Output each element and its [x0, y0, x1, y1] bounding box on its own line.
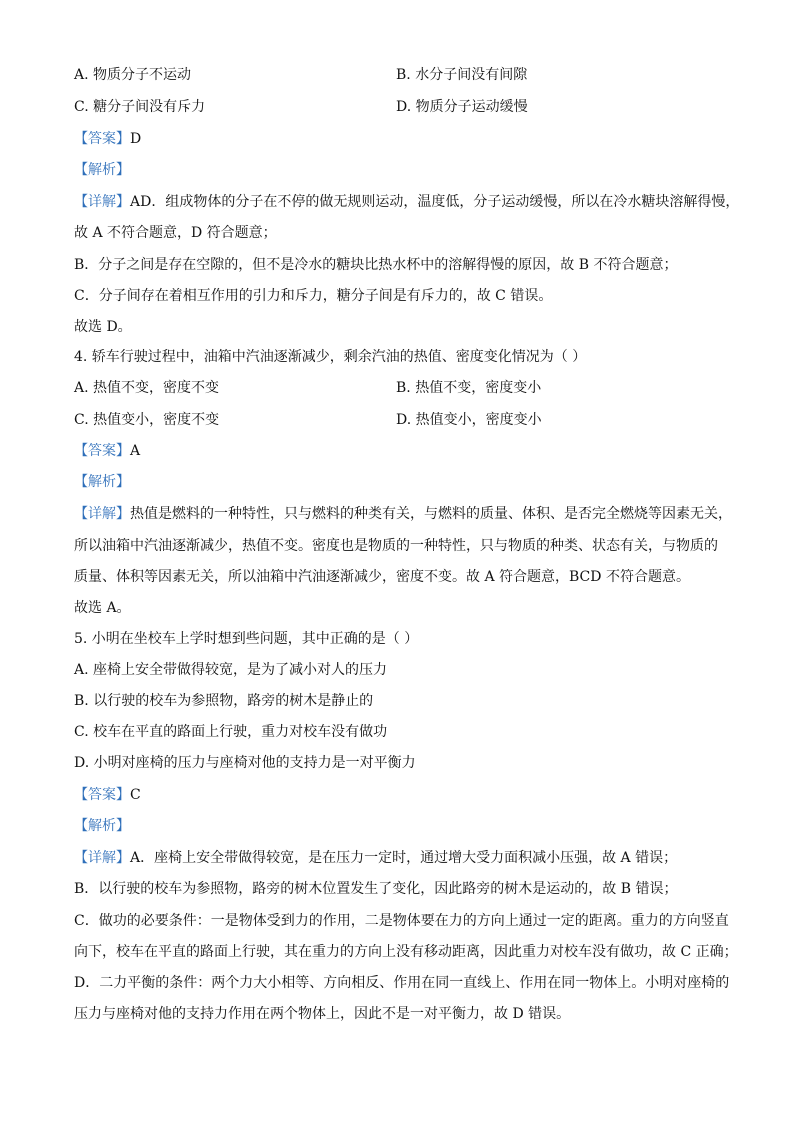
q4-analysis-tag: 【解析】 [74, 474, 130, 490]
q3-detail-line: 故 A 不符合题意，D 符合题意； [74, 225, 277, 241]
q3-option-b: B. 水分子间没有间隙 [396, 67, 528, 83]
detail-tag: 【详解】 [74, 194, 130, 210]
answer-tag: 【答案】 [74, 443, 130, 459]
q3-detail-line: B．分子之间是存在空隙的，但不是冷水的糖块比热水杯中的溶解得慢的原因，故 B 不符合题意； [74, 257, 678, 273]
q4-option-c: C. 热值变小，密度不变 [74, 412, 220, 428]
detail-tag: 【详解】 [74, 506, 130, 522]
answer-tag: 【答案】 [74, 787, 130, 803]
q5-option-c: C. 校车在平直的路面上行驶，重力对校车没有做功 [74, 724, 388, 740]
q5-option-b: B. 以行驶的校车为参照物，路旁的树木是静止的 [74, 693, 374, 709]
answer-value: A [130, 443, 141, 459]
q3-detail-line: 故选 D。 [74, 319, 132, 335]
q3-option-a: A. 物质分子不运动 [74, 67, 192, 83]
q5-detail-line: B．以行驶的校车为参照物，路旁的树木位置发生了变化，因此路旁的树木是运动的，故 B 错误； [74, 881, 678, 897]
q5-option-a: A. 座椅上安全带做得较宽，是为了减小对人的压力 [74, 662, 388, 678]
q5-detail-line: C．做功的必要条件：一是物体受到力的作用，二是物体要在力的方向上通过一定的距离。重力的方向竖直 [74, 913, 729, 929]
q4-option-b: B. 热值不变，密度变小 [396, 380, 542, 396]
q4-answer [74, 441, 140, 461]
q4-detail-line: 所以油箱中汽油逐渐减少，热值不变。密度也是物质的一种特性，只与物质的种类、状态有关，与物质的 [74, 538, 718, 554]
answer-value: C [130, 787, 141, 803]
q5-detail-line: 向下，校车在平直的路面上行驶，其在重力的方向上没有移动距离，因此重力对校车没有做功，故 C 正确； [74, 944, 738, 960]
q3-option-d: D. 物质分子运动缓慢 [396, 99, 528, 115]
q3-answer [74, 129, 141, 149]
q4-option-a: A. 热值不变，密度不变 [74, 380, 220, 396]
q4-detail-line: 质量、体积等因素无关，所以油箱中汽油逐渐减少，密度不变。故 A 符合题意，BCD 不符合题意。 [74, 569, 690, 585]
detail-text: A．座椅上安全带做得较宽，是在压力一定时，通过增大受力面积减小压强，故 A 错误； [130, 850, 678, 866]
detail-text: 热值是燃料的一种特性，只与燃料的种类有关，与燃料的质量、体积、是否完全燃烧等因素无关， [130, 506, 732, 522]
detail-tag: 【详解】 [74, 850, 130, 866]
q4-option-d: D. 热值变小，密度变小 [396, 412, 542, 428]
q4-detail-line [74, 504, 732, 524]
q5-analysis-tag: 【解析】 [74, 818, 130, 834]
q5-answer [74, 785, 141, 805]
q5-detail-line [74, 848, 677, 868]
q3-detail-line: C．分子间存在着相互作用的引力和斥力，糖分子间是有斥力的，故 C 错误。 [74, 288, 553, 304]
q3-detail-line [74, 192, 739, 212]
q3-analysis-tag: 【解析】 [74, 162, 130, 178]
q5-option-d: D. 小明对座椅的压力与座椅对他的支持力是一对平衡力 [74, 755, 416, 771]
answer-value: D [130, 131, 142, 147]
q5-stem: 5. 小明在坐校车上学时想到些问题，其中正确的是（ ） [74, 631, 419, 647]
q3-option-c: C. 糖分子间没有斥力 [74, 99, 206, 115]
q4-detail-line: 故选 A。 [74, 600, 131, 616]
detail-text: AD．组成物体的分子在不停的做无规则运动，温度低，分子运动缓慢，所以在冷水糖块溶解得慢， [130, 194, 740, 210]
q5-detail-line: D．二力平衡的条件：两个力大小相等、方向相反、作用在同一直线上、作用在同一物体上。小明对座椅的 [74, 975, 730, 991]
q4-stem: 4. 轿车行驶过程中，油箱中汽油逐渐减少，剩余汽油的热值、密度变化情况为（ ） [74, 349, 587, 365]
answer-tag: 【答案】 [74, 131, 130, 147]
q5-detail-line: 压力与座椅对他的支持力作用在两个物体上，因此不是一对平衡力，故 D 错误。 [74, 1006, 571, 1022]
